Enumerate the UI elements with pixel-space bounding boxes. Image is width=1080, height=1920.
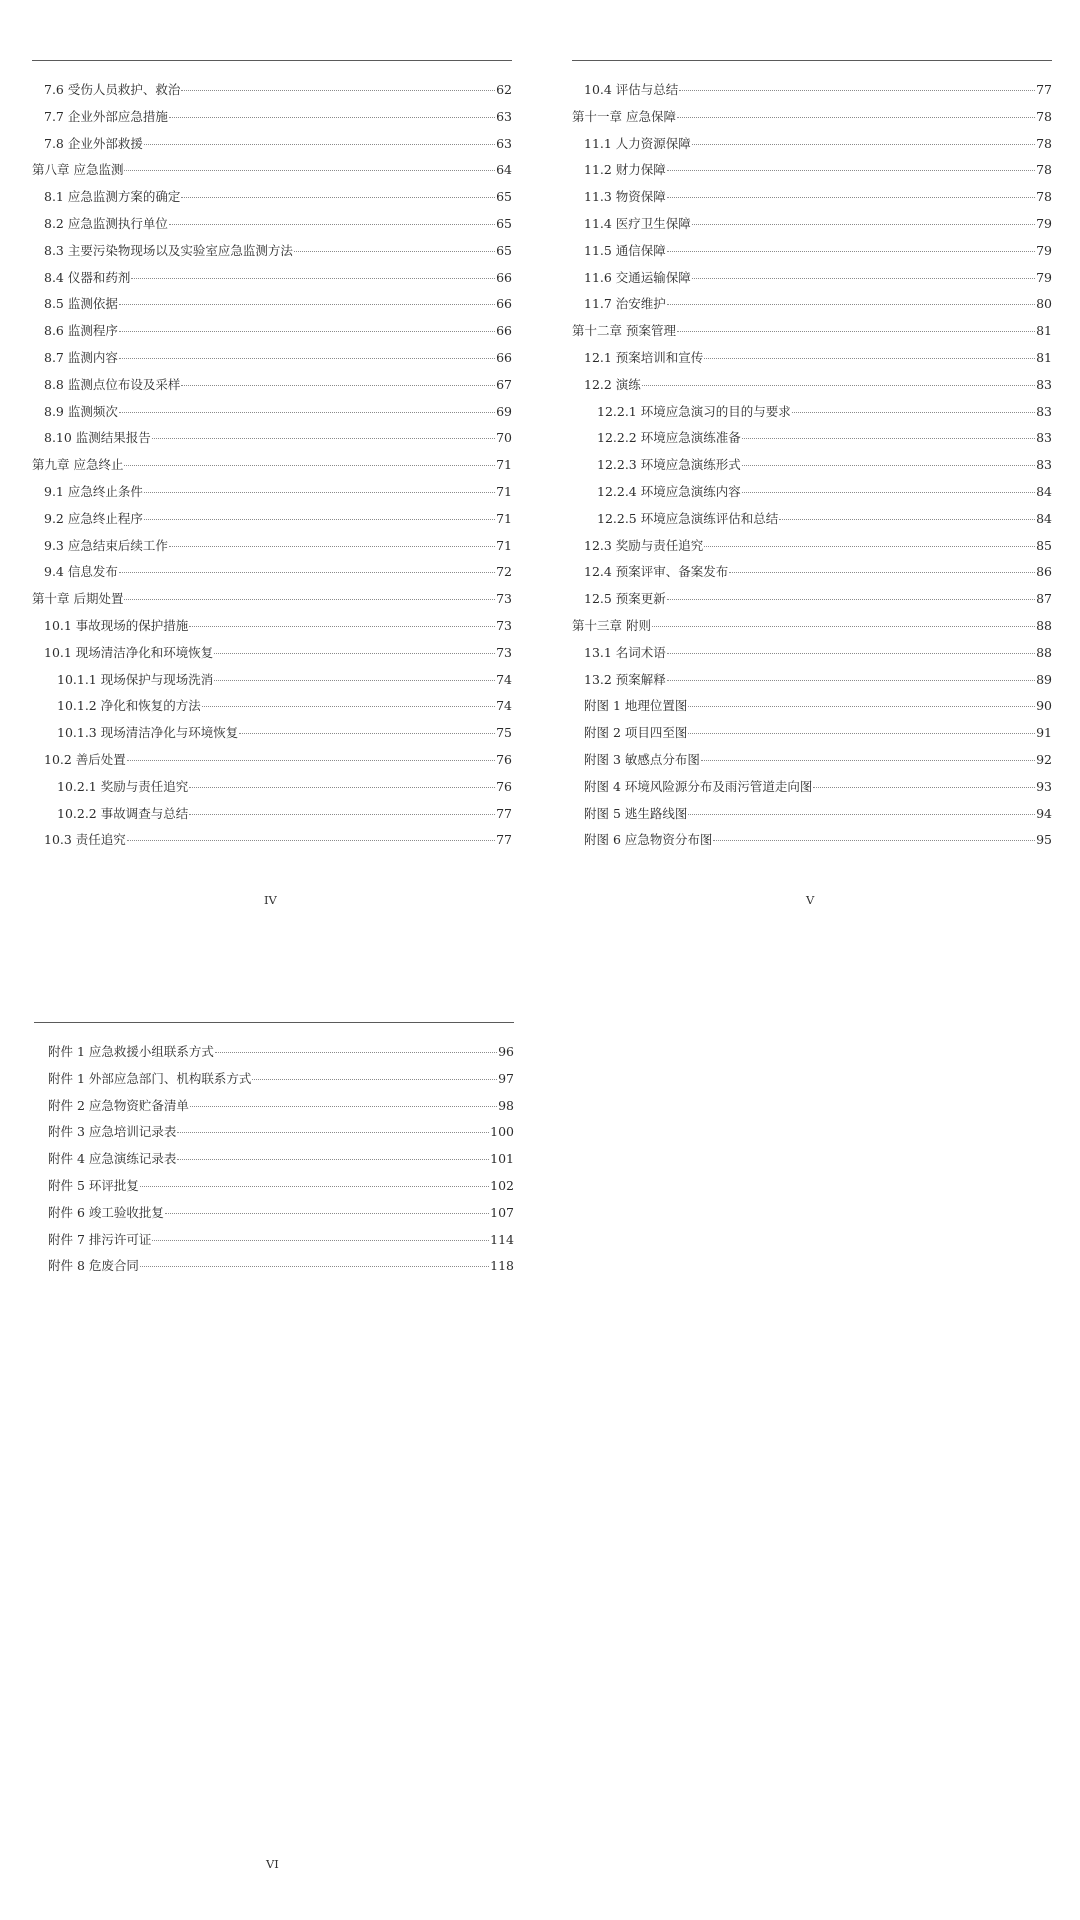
dot-leader bbox=[701, 760, 1035, 761]
toc-entry-page: 78 bbox=[1036, 189, 1052, 205]
toc-entry-title: 8.3 主要污染物现场以及实验室应急监测方法 bbox=[44, 242, 293, 258]
toc-entry[interactable] bbox=[34, 1200, 514, 1227]
header-rule bbox=[32, 60, 512, 61]
toc-entry-title: 11.1 人力资源保障 bbox=[584, 135, 691, 151]
toc-entry[interactable] bbox=[572, 801, 1052, 828]
toc-entry-page: 85 bbox=[1036, 537, 1052, 553]
toc-list bbox=[34, 1039, 514, 1280]
toc-entry-page: 84 bbox=[1036, 510, 1052, 526]
toc-entry-page: 74 bbox=[496, 671, 512, 687]
toc-entry-page: 78 bbox=[1036, 135, 1052, 151]
toc-entry-title: 附图 2 项目四至图 bbox=[584, 725, 688, 741]
toc-entry[interactable] bbox=[32, 667, 512, 694]
dot-leader bbox=[181, 90, 495, 91]
page-number: VI bbox=[266, 1857, 279, 1871]
toc-entry-page: 76 bbox=[496, 778, 512, 794]
dot-leader bbox=[677, 331, 1035, 332]
toc-entry-title: 12.2.5 环境应急演练评估和总结 bbox=[597, 510, 779, 526]
toc-entry-title: 附件 5 环评批复 bbox=[48, 1177, 139, 1193]
dot-leader bbox=[214, 680, 495, 681]
toc-entry-page: 70 bbox=[496, 430, 512, 446]
toc-entry-title: 12.2 演练 bbox=[584, 376, 641, 392]
dot-leader bbox=[667, 599, 1035, 600]
toc-entry[interactable] bbox=[572, 640, 1052, 667]
dot-leader bbox=[215, 1052, 497, 1053]
dot-leader bbox=[169, 546, 495, 547]
dot-leader bbox=[652, 626, 1035, 627]
dot-leader bbox=[169, 224, 495, 225]
toc-entry[interactable] bbox=[572, 265, 1052, 292]
dot-leader bbox=[127, 840, 495, 841]
toc-entry-title: 10.1.3 现场清洁净化与环境恢复 bbox=[57, 725, 239, 741]
toc-entry[interactable] bbox=[572, 399, 1052, 426]
toc-entry-title: 11.5 通信保障 bbox=[584, 242, 666, 258]
toc-entry[interactable] bbox=[32, 291, 512, 318]
toc-entry-title: 11.6 交通运输保障 bbox=[584, 269, 691, 285]
toc-entry-page: 101 bbox=[490, 1151, 514, 1167]
toc-entry-title: 第十二章 预案管理 bbox=[572, 323, 676, 339]
toc-entry-page: 86 bbox=[1036, 564, 1052, 580]
toc-entry-title: 8.5 监测依据 bbox=[44, 296, 118, 312]
dot-leader bbox=[704, 358, 1035, 359]
toc-entry-page: 93 bbox=[1036, 778, 1052, 794]
toc-entry-page: 65 bbox=[496, 189, 512, 205]
toc-page-vi bbox=[34, 1022, 514, 1280]
dot-leader bbox=[124, 465, 495, 466]
toc-entry-title: 8.8 监测点位布设及采样 bbox=[44, 376, 181, 392]
dot-leader bbox=[688, 733, 1035, 734]
toc-entry-title: 9.1 应急终止条件 bbox=[44, 483, 143, 499]
toc-entry-title: 10.4 评估与总结 bbox=[584, 82, 679, 97]
dot-leader bbox=[688, 706, 1035, 707]
toc-entry[interactable] bbox=[32, 318, 512, 345]
toc-entry-title: 12.2.4 环境应急演练内容 bbox=[597, 483, 741, 499]
toc-entry-page: 81 bbox=[1036, 323, 1052, 339]
toc-entry[interactable] bbox=[34, 1039, 514, 1066]
dot-leader bbox=[704, 546, 1035, 547]
toc-entry-page: 97 bbox=[498, 1070, 514, 1086]
toc-entry-title: 附件 2 应急物资贮备清单 bbox=[48, 1097, 189, 1113]
toc-entry[interactable] bbox=[32, 559, 512, 586]
toc-entry[interactable] bbox=[32, 157, 512, 184]
toc-entry[interactable] bbox=[32, 533, 512, 560]
toc-entry[interactable] bbox=[572, 104, 1052, 131]
dot-leader bbox=[667, 197, 1035, 198]
toc-entry-page: 75 bbox=[496, 725, 512, 741]
toc-entry-title: 7.7 企业外部应急措施 bbox=[44, 108, 168, 124]
toc-entry[interactable] bbox=[572, 774, 1052, 801]
toc-entry-title: 附件 6 竣工验收批复 bbox=[48, 1204, 164, 1220]
toc-entry[interactable] bbox=[572, 157, 1052, 184]
toc-entry-title: 9.2 应急终止程序 bbox=[44, 510, 143, 526]
toc-entry-title: 11.4 医疗卫生保障 bbox=[584, 215, 691, 231]
toc-entry-page: 66 bbox=[496, 269, 512, 285]
toc-entry-page: 73 bbox=[496, 617, 512, 633]
dot-leader bbox=[119, 304, 495, 305]
toc-entry[interactable] bbox=[32, 640, 512, 667]
toc-entry[interactable] bbox=[32, 265, 512, 292]
toc-entry-title: 12.3 奖励与责任追究 bbox=[584, 537, 704, 553]
toc-entry[interactable] bbox=[32, 372, 512, 399]
toc-entry-page: 69 bbox=[496, 403, 512, 419]
toc-entry-page: 88 bbox=[1036, 644, 1052, 660]
toc-entry-page: 118 bbox=[490, 1258, 514, 1274]
toc-entry-page: 83 bbox=[1036, 403, 1052, 419]
toc-entry-page: 63 bbox=[496, 108, 512, 124]
toc-entry-page: 65 bbox=[496, 215, 512, 231]
toc-entry[interactable] bbox=[572, 77, 1052, 104]
toc-entry-page: 62 bbox=[496, 82, 512, 97]
toc-entry-title: 10.3 责任追究 bbox=[44, 832, 126, 848]
toc-entry-title: 第十一章 应急保障 bbox=[572, 108, 676, 124]
toc-entry-page: 80 bbox=[1036, 296, 1052, 312]
dot-leader bbox=[742, 465, 1035, 466]
toc-entry[interactable] bbox=[572, 425, 1052, 452]
toc-entry-title: 8.1 应急监测方案的确定 bbox=[44, 189, 181, 205]
toc-entry-page: 100 bbox=[490, 1124, 514, 1140]
toc-entry[interactable] bbox=[32, 586, 512, 613]
toc-entry[interactable] bbox=[32, 77, 512, 104]
toc-entry-title: 附件 1 外部应急部门、机构联系方式 bbox=[48, 1070, 252, 1086]
toc-entry[interactable] bbox=[572, 452, 1052, 479]
toc-entry-page: 77 bbox=[496, 832, 512, 848]
toc-entry-title: 13.1 名词术语 bbox=[584, 644, 666, 660]
toc-entry-page: 77 bbox=[1036, 82, 1052, 97]
dot-leader bbox=[124, 599, 495, 600]
dot-leader bbox=[152, 1240, 489, 1241]
dot-leader bbox=[742, 492, 1035, 493]
toc-entry-title: 第八章 应急监测 bbox=[32, 162, 124, 178]
dot-leader bbox=[729, 572, 1035, 573]
toc-entry-page: 92 bbox=[1036, 751, 1052, 767]
toc-entry-title: 附件 4 应急演练记录表 bbox=[48, 1151, 177, 1167]
header-rule bbox=[572, 60, 1052, 61]
toc-entry[interactable] bbox=[32, 104, 512, 131]
dot-leader bbox=[813, 787, 1035, 788]
toc-page-iv bbox=[32, 60, 512, 854]
dot-leader bbox=[667, 251, 1035, 252]
dot-leader bbox=[190, 1106, 497, 1107]
dot-leader bbox=[692, 278, 1035, 279]
toc-entry[interactable] bbox=[572, 613, 1052, 640]
toc-entry[interactable] bbox=[572, 238, 1052, 265]
toc-entry-page: 89 bbox=[1036, 671, 1052, 687]
toc-entry-page: 74 bbox=[496, 698, 512, 714]
toc-entry-page: 67 bbox=[496, 376, 512, 392]
dot-leader bbox=[713, 840, 1035, 841]
toc-entry-page: 83 bbox=[1036, 376, 1052, 392]
dot-leader bbox=[792, 412, 1035, 413]
toc-entry-title: 9.3 应急结束后续工作 bbox=[44, 537, 168, 553]
dot-leader bbox=[667, 304, 1035, 305]
dot-leader bbox=[202, 706, 495, 707]
dot-leader bbox=[119, 572, 495, 573]
toc-entry-title: 12.2.3 环境应急演练形式 bbox=[597, 457, 741, 473]
toc-entry-page: 78 bbox=[1036, 162, 1052, 178]
toc-entry-page: 71 bbox=[496, 537, 512, 553]
toc-entry-page: 79 bbox=[1036, 242, 1052, 258]
dot-leader bbox=[742, 438, 1035, 439]
toc-entry[interactable] bbox=[32, 613, 512, 640]
page-number: IV bbox=[264, 893, 277, 907]
toc-entry-page: 84 bbox=[1036, 483, 1052, 499]
toc-entry[interactable] bbox=[32, 801, 512, 828]
toc-entry[interactable] bbox=[572, 667, 1052, 694]
toc-entry[interactable] bbox=[572, 318, 1052, 345]
dot-leader bbox=[140, 1266, 489, 1267]
toc-entry-title: 8.2 应急监测执行单位 bbox=[44, 215, 168, 231]
toc-entry-title: 10.1.2 净化和恢复的方法 bbox=[57, 698, 201, 714]
toc-entry-page: 66 bbox=[496, 323, 512, 339]
toc-entry-title: 12.2.1 环境应急演习的目的与要求 bbox=[597, 403, 791, 419]
toc-entry-title: 附图 6 应急物资分布图 bbox=[584, 832, 713, 848]
toc-entry-page: 81 bbox=[1036, 349, 1052, 365]
toc-entry-title: 附件 7 排污许可证 bbox=[48, 1231, 152, 1247]
toc-entry-title: 7.8 企业外部救援 bbox=[44, 135, 143, 151]
toc-entry[interactable] bbox=[572, 747, 1052, 774]
toc-entry[interactable] bbox=[32, 238, 512, 265]
toc-entry[interactable] bbox=[34, 1093, 514, 1120]
toc-entry[interactable] bbox=[572, 533, 1052, 560]
toc-entry[interactable] bbox=[32, 425, 512, 452]
toc-entry-page: 87 bbox=[1036, 591, 1052, 607]
dot-leader bbox=[189, 626, 495, 627]
dot-leader bbox=[119, 358, 495, 359]
toc-entry[interactable] bbox=[572, 184, 1052, 211]
dot-leader bbox=[177, 1159, 489, 1160]
dot-leader bbox=[119, 331, 495, 332]
toc-entry-title: 7.6 受伤人员救护、救治 bbox=[44, 82, 181, 97]
toc-entry-page: 91 bbox=[1036, 725, 1052, 741]
toc-entry-page: 71 bbox=[496, 510, 512, 526]
toc-entry-title: 11.3 物资保障 bbox=[584, 189, 666, 205]
toc-entry-title: 12.5 预案更新 bbox=[584, 591, 666, 607]
toc-entry-page: 63 bbox=[496, 135, 512, 151]
toc-entry-title: 12.4 预案评审、备案发布 bbox=[584, 564, 729, 580]
toc-entry[interactable] bbox=[34, 1227, 514, 1254]
toc-entry-page: 77 bbox=[496, 805, 512, 821]
toc-entry-page: 102 bbox=[490, 1177, 514, 1193]
toc-entry[interactable] bbox=[572, 345, 1052, 372]
toc-entry[interactable] bbox=[32, 131, 512, 158]
toc-entry-title: 附件 8 危废合同 bbox=[48, 1258, 139, 1274]
toc-entry-page: 66 bbox=[496, 296, 512, 312]
toc-entry-page: 66 bbox=[496, 349, 512, 365]
dot-leader bbox=[779, 519, 1035, 520]
dot-leader bbox=[144, 492, 495, 493]
dot-leader bbox=[177, 1132, 489, 1133]
toc-entry-title: 10.1 事故现场的保护措施 bbox=[44, 617, 189, 633]
toc-entry[interactable] bbox=[572, 827, 1052, 854]
dot-leader bbox=[239, 733, 495, 734]
dot-leader bbox=[667, 170, 1035, 171]
toc-entry-title: 10.1.1 现场保护与现场洗消 bbox=[57, 671, 214, 687]
toc-entry-page: 95 bbox=[1036, 832, 1052, 848]
toc-entry-title: 12.2.2 环境应急演练准备 bbox=[597, 430, 741, 446]
dot-leader bbox=[642, 385, 1035, 386]
toc-entry[interactable] bbox=[34, 1173, 514, 1200]
toc-entry[interactable] bbox=[34, 1146, 514, 1173]
dot-leader bbox=[688, 814, 1035, 815]
toc-entry-page: 79 bbox=[1036, 269, 1052, 285]
toc-entry-title: 9.4 信息发布 bbox=[44, 564, 118, 580]
toc-entry-page: 83 bbox=[1036, 457, 1052, 473]
toc-entry-title: 附件 1 应急救援小组联系方式 bbox=[48, 1044, 214, 1059]
toc-entry-page: 72 bbox=[496, 564, 512, 580]
dot-leader bbox=[119, 412, 495, 413]
toc-entry-title: 附图 1 地理位置图 bbox=[584, 698, 688, 714]
toc-entry-page: 79 bbox=[1036, 215, 1052, 231]
toc-entry-page: 114 bbox=[490, 1231, 514, 1247]
toc-entry[interactable] bbox=[32, 720, 512, 747]
toc-entry-title: 附图 3 敏感点分布图 bbox=[584, 751, 700, 767]
dot-leader bbox=[144, 144, 495, 145]
toc-entry-title: 11.2 财力保障 bbox=[584, 162, 666, 178]
toc-entry[interactable] bbox=[32, 211, 512, 238]
toc-entry-page: 78 bbox=[1036, 108, 1052, 124]
toc-entry-page: 88 bbox=[1036, 617, 1052, 633]
toc-entry[interactable] bbox=[572, 372, 1052, 399]
toc-entry-title: 附图 4 环境风险源分布及雨污管道走向图 bbox=[584, 778, 813, 794]
toc-entry-page: 90 bbox=[1036, 698, 1052, 714]
toc-entry-title: 8.4 仪器和药剂 bbox=[44, 269, 131, 285]
toc-list bbox=[32, 77, 512, 854]
toc-entry[interactable] bbox=[32, 452, 512, 479]
dot-leader bbox=[667, 680, 1035, 681]
toc-entry-page: 107 bbox=[490, 1204, 514, 1220]
dot-leader bbox=[189, 787, 495, 788]
toc-entry-title: 8.9 监测频次 bbox=[44, 403, 118, 419]
toc-entry[interactable] bbox=[32, 345, 512, 372]
dot-leader bbox=[692, 224, 1035, 225]
toc-entry[interactable] bbox=[572, 131, 1052, 158]
toc-entry-title: 11.7 治安维护 bbox=[584, 296, 666, 312]
toc-entry-title: 第十三章 附则 bbox=[572, 617, 651, 633]
toc-entry[interactable] bbox=[32, 506, 512, 533]
toc-entry-title: 8.7 监测内容 bbox=[44, 349, 118, 365]
dot-leader bbox=[692, 144, 1035, 145]
toc-entry[interactable] bbox=[572, 291, 1052, 318]
toc-entry[interactable] bbox=[572, 693, 1052, 720]
toc-entry-title: 10.2.1 奖励与责任追究 bbox=[57, 778, 189, 794]
toc-entry[interactable] bbox=[32, 693, 512, 720]
dot-leader bbox=[189, 814, 495, 815]
header-rule bbox=[34, 1022, 514, 1023]
toc-entry[interactable] bbox=[32, 184, 512, 211]
toc-entry-title: 第九章 应急终止 bbox=[32, 457, 124, 473]
toc-entry[interactable] bbox=[32, 479, 512, 506]
toc-entry-title: 8.10 监测结果报告 bbox=[44, 430, 151, 446]
toc-entry-title: 10.1 现场清洁净化和环境恢复 bbox=[44, 644, 214, 660]
toc-entry[interactable] bbox=[34, 1066, 514, 1093]
toc-entry[interactable] bbox=[32, 747, 512, 774]
toc-entry[interactable] bbox=[572, 506, 1052, 533]
dot-leader bbox=[144, 519, 495, 520]
toc-entry-page: 71 bbox=[496, 483, 512, 499]
toc-entry-page: 98 bbox=[498, 1097, 514, 1113]
toc-entry-page: 83 bbox=[1036, 430, 1052, 446]
dot-leader bbox=[140, 1186, 489, 1187]
toc-entry-page: 76 bbox=[496, 751, 512, 767]
dot-leader bbox=[214, 653, 495, 654]
toc-entry[interactable] bbox=[572, 211, 1052, 238]
toc-entry-title: 第十章 后期处置 bbox=[32, 591, 124, 607]
toc-entry-title: 10.2 善后处置 bbox=[44, 751, 126, 767]
toc-entry[interactable] bbox=[34, 1253, 514, 1280]
toc-entry-page: 71 bbox=[496, 457, 512, 473]
toc-entry-title: 12.1 预案培训和宣传 bbox=[584, 349, 704, 365]
toc-entry-title: 附图 5 逃生路线图 bbox=[584, 805, 688, 821]
toc-entry-page: 94 bbox=[1036, 805, 1052, 821]
dot-leader bbox=[127, 760, 495, 761]
dot-leader bbox=[679, 90, 1035, 91]
toc-entry-page: 73 bbox=[496, 644, 512, 660]
dot-leader bbox=[152, 438, 495, 439]
toc-entry-page: 73 bbox=[496, 591, 512, 607]
toc-entry[interactable] bbox=[32, 827, 512, 854]
toc-entry[interactable] bbox=[32, 399, 512, 426]
toc-entry-page: 64 bbox=[496, 162, 512, 178]
dot-leader bbox=[131, 278, 495, 279]
dot-leader bbox=[667, 653, 1035, 654]
toc-entry[interactable] bbox=[572, 559, 1052, 586]
dot-leader bbox=[181, 385, 495, 386]
toc-entry-title: 8.6 监测程序 bbox=[44, 323, 118, 339]
toc-entry[interactable] bbox=[572, 479, 1052, 506]
dot-leader bbox=[294, 251, 495, 252]
toc-entry[interactable] bbox=[572, 720, 1052, 747]
dot-leader bbox=[165, 1213, 489, 1214]
dot-leader bbox=[169, 117, 495, 118]
dot-leader bbox=[677, 117, 1035, 118]
toc-entry[interactable] bbox=[34, 1119, 514, 1146]
dot-leader bbox=[124, 170, 495, 171]
page-number: V bbox=[806, 893, 815, 907]
toc-list bbox=[572, 77, 1052, 854]
toc-entry-title: 附件 3 应急培训记录表 bbox=[48, 1124, 177, 1140]
toc-entry-title: 10.2.2 事故调查与总结 bbox=[57, 805, 189, 821]
toc-entry-title: 13.2 预案解释 bbox=[584, 671, 666, 687]
toc-entry-page: 96 bbox=[498, 1044, 514, 1059]
toc-entry[interactable] bbox=[572, 586, 1052, 613]
toc-entry[interactable] bbox=[32, 774, 512, 801]
dot-leader bbox=[181, 197, 495, 198]
toc-entry-page: 65 bbox=[496, 242, 512, 258]
toc-page-v bbox=[572, 60, 1052, 854]
dot-leader bbox=[252, 1079, 497, 1080]
